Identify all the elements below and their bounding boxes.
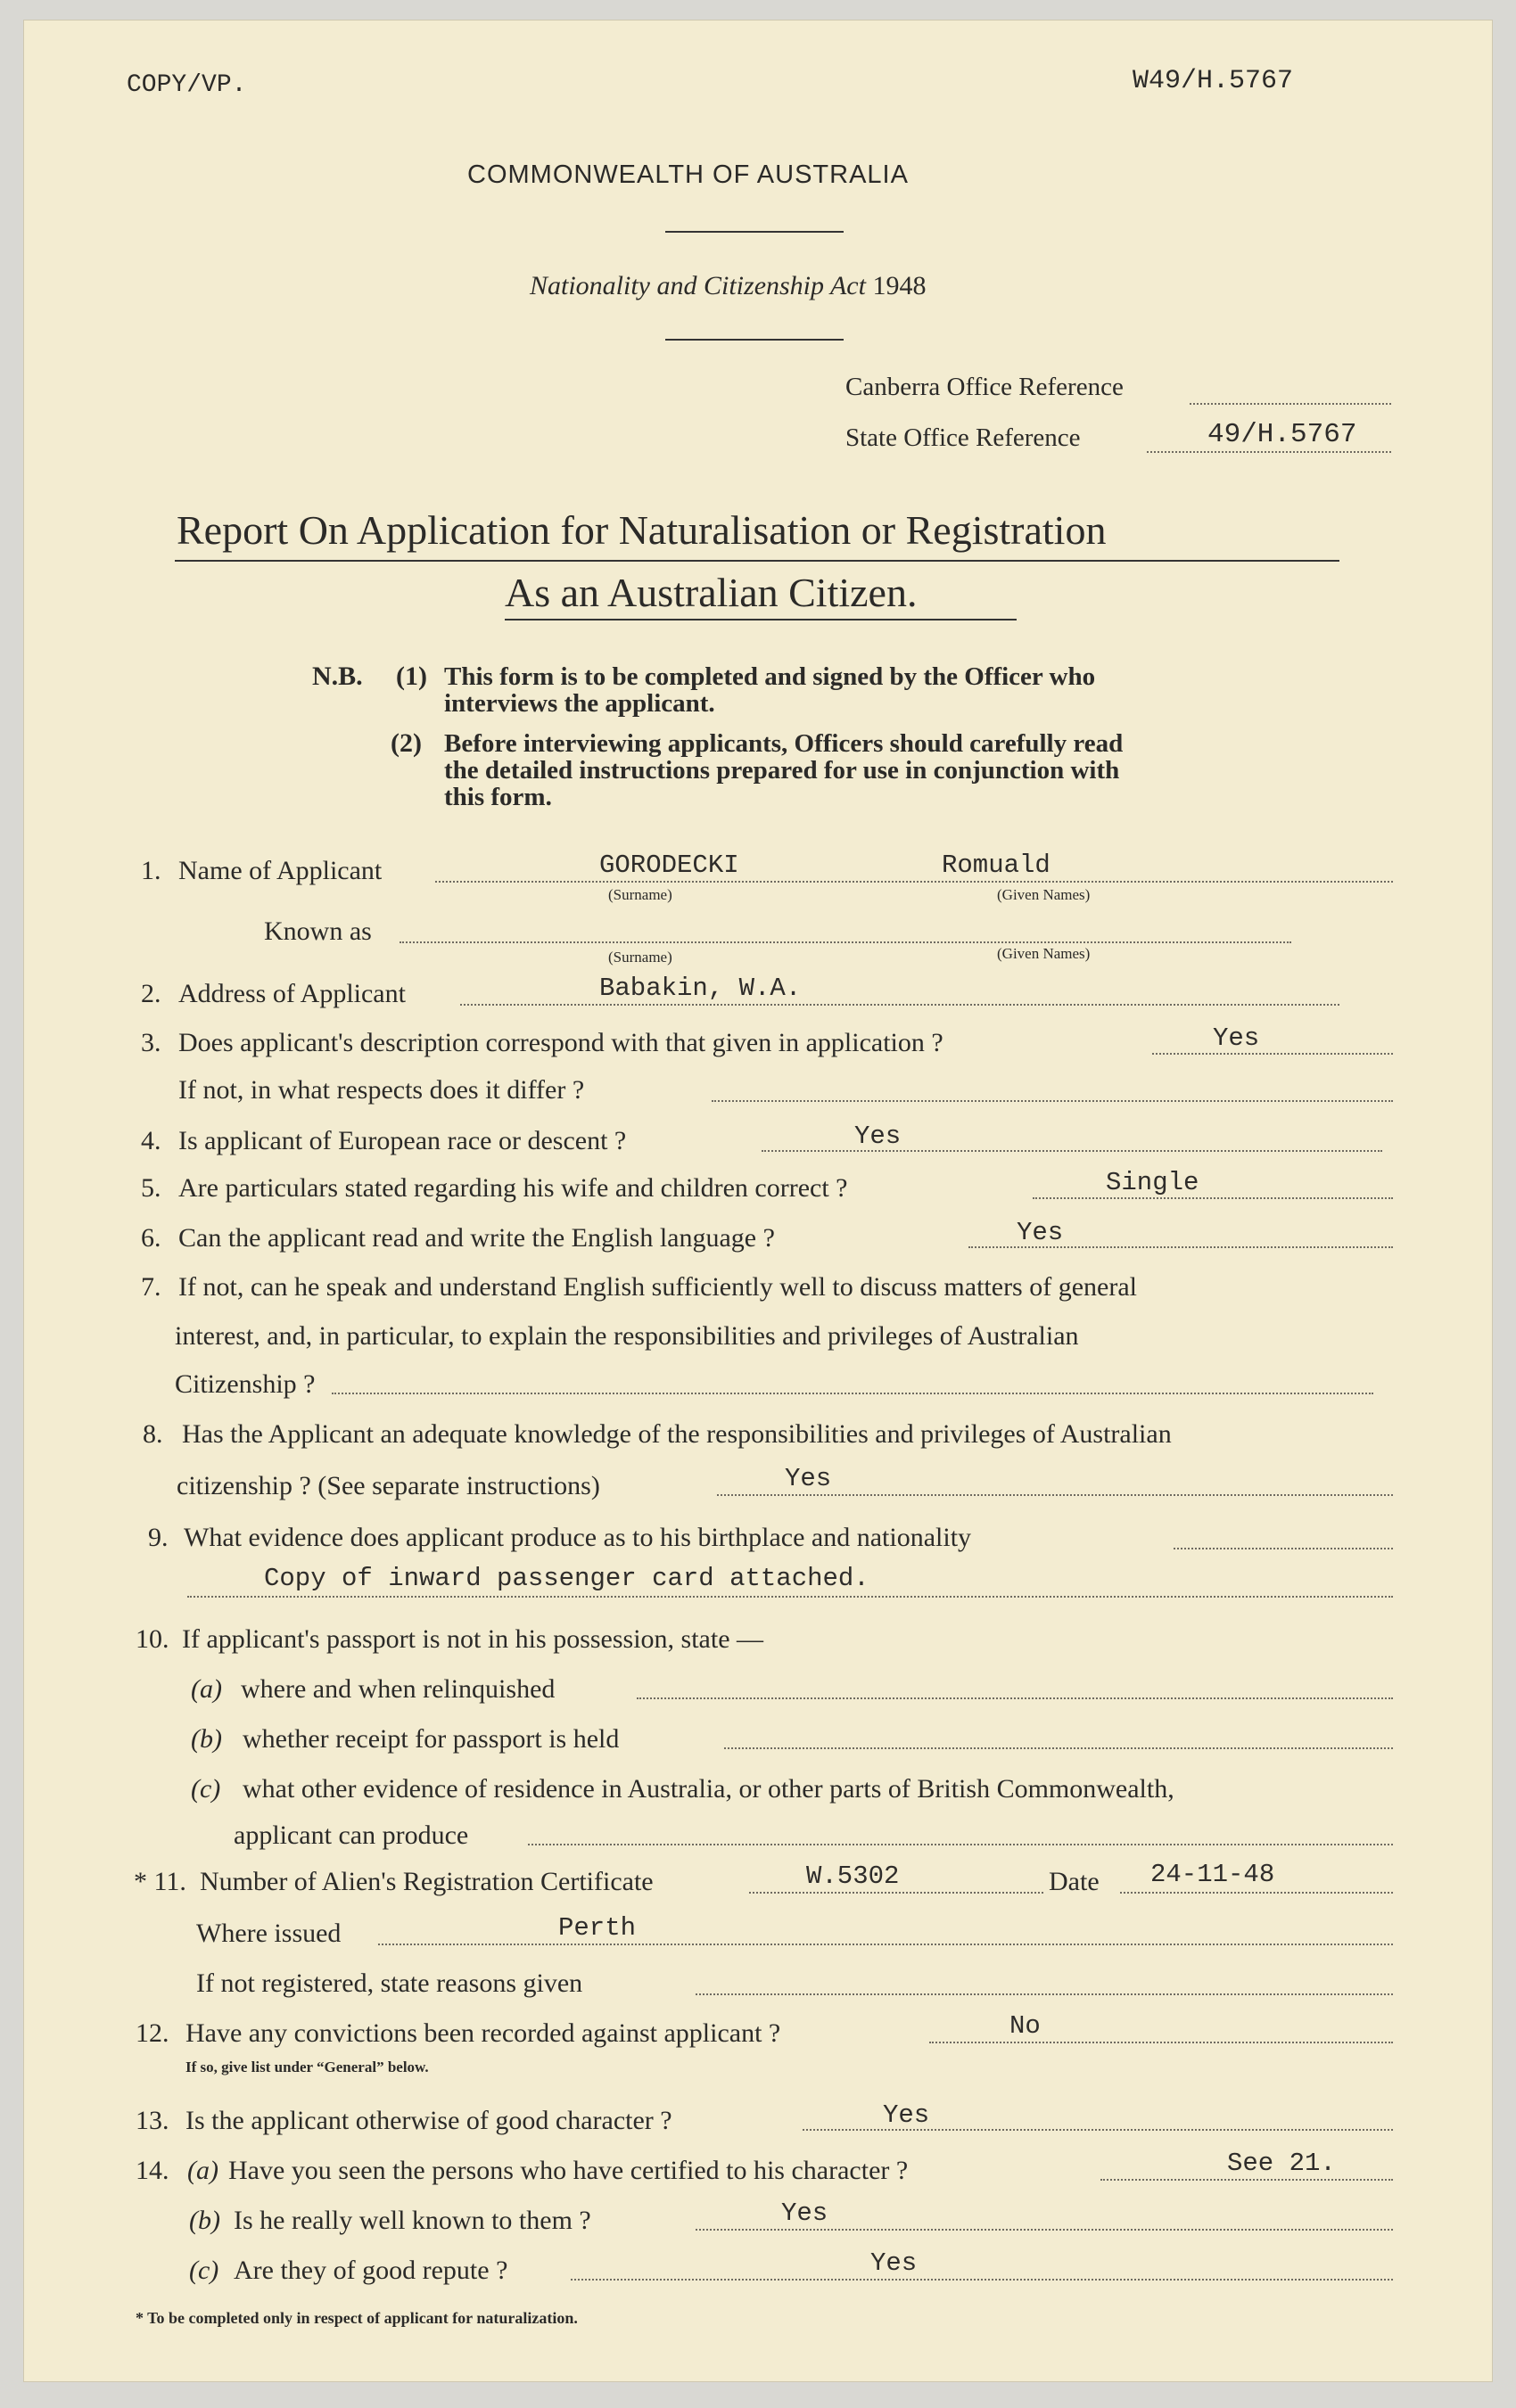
- q7-line[interactable]: [332, 1393, 1373, 1394]
- act-title: Nationality and Citizenship Act 1948: [530, 271, 927, 300]
- q6-number: 6.: [141, 1223, 161, 1253]
- copy-reference: COPY/VP.: [127, 71, 247, 99]
- commonwealth-heading: COMMONWEALTH OF AUSTRALIA: [467, 160, 909, 189]
- q9-answer: Copy of inward passenger card attached.: [264, 1564, 869, 1593]
- q11-date-value: 24-11-48: [1150, 1860, 1275, 1889]
- q7-number: 7.: [141, 1272, 161, 1302]
- q1-surname-caption: (Surname): [608, 886, 672, 903]
- report-title-underline-2: [505, 619, 1017, 620]
- q2-line[interactable]: [460, 1004, 1339, 1006]
- report-title-line2: As an Australian Citizen.: [505, 570, 918, 615]
- q1-known-surname-caption: (Surname): [608, 949, 672, 966]
- nb-item1-number: (1): [396, 662, 427, 691]
- q4-number: 4.: [141, 1126, 161, 1155]
- q2-label: Address of Applicant: [178, 979, 406, 1008]
- q11-label: Number of Alien's Registration Certificate: [200, 1867, 654, 1896]
- q1-known-as-label: Known as: [264, 916, 372, 946]
- q6-label: Can the applicant read and write the English language ?: [178, 1223, 775, 1253]
- q3-sub-label: If not, in what respects does it differ ?: [178, 1075, 585, 1105]
- q1-name-line[interactable]: [435, 881, 1393, 883]
- q9-line-2[interactable]: [187, 1596, 1393, 1598]
- q10-c-line2: applicant can produce: [234, 1820, 469, 1850]
- q1-number: 1.: [141, 856, 161, 885]
- q5-line[interactable]: [1033, 1197, 1393, 1199]
- q14-a-line[interactable]: [1100, 2179, 1393, 2181]
- q8-line1: Has the Applicant an adequate knowledge of the responsibilities and privileges of Australian: [182, 1419, 1172, 1449]
- q10-c-mark: (c): [191, 1774, 221, 1804]
- q1-surname-value: GORODECKI: [599, 851, 739, 880]
- q10-c-line[interactable]: [528, 1844, 1393, 1845]
- q11-number: * 11.: [134, 1867, 186, 1896]
- q5-number: 5.: [141, 1173, 161, 1203]
- q3-answer: Yes: [1213, 1023, 1260, 1053]
- q3-label: Does applicant's description correspond with that given in application ?: [178, 1028, 943, 1057]
- q8-line2: citizenship ? (See separate instructions): [177, 1471, 600, 1500]
- q10-a-line[interactable]: [637, 1697, 1393, 1699]
- q11-cert-line[interactable]: [749, 1892, 1043, 1894]
- q10-b-mark: (b): [191, 1724, 222, 1754]
- q13-number: 13.: [136, 2106, 169, 2135]
- q2-number: 2.: [141, 979, 161, 1008]
- q14-number: 14.: [136, 2156, 169, 2185]
- nb-item2-number: (2): [391, 728, 422, 758]
- q7-line2: interest, and, in particular, to explain the responsibilities and privileges of Australian: [175, 1321, 1079, 1351]
- q14-b-line[interactable]: [696, 2229, 1393, 2231]
- q10-a-label: where and when relinquished: [241, 1674, 556, 1704]
- q4-answer: Yes: [854, 1122, 902, 1151]
- q12-line[interactable]: [929, 2042, 1393, 2043]
- q11-issued-value: Perth: [558, 1913, 637, 1943]
- q10-b-label: whether receipt for passport is held: [243, 1724, 620, 1754]
- q3-number: 3.: [141, 1028, 161, 1057]
- q14-c-label: Are they of good repute ?: [234, 2256, 508, 2285]
- q10-c-line1: what other evidence of residence in Australia, or other parts of British Commonwealth,: [243, 1774, 1174, 1804]
- canberra-ref-label: Canberra Office Reference: [845, 373, 1124, 401]
- q6-answer: Yes: [1017, 1218, 1064, 1247]
- q1-given-caption: (Given Names): [997, 886, 1091, 903]
- q5-answer: Single: [1106, 1168, 1199, 1197]
- file-reference: W49/H.5767: [1133, 66, 1294, 96]
- report-title-line1: Report On Application for Naturalisation or Registration: [177, 507, 1107, 553]
- q9-line-1[interactable]: [1174, 1548, 1393, 1549]
- q7-line1: If not, can he speak and understand English sufficiently well to discuss matters of general: [178, 1272, 1137, 1302]
- q14-b-label: Is he really well known to them ?: [234, 2206, 591, 2235]
- q10-number: 10.: [136, 1624, 169, 1654]
- report-title-underline-1: [175, 560, 1339, 562]
- q12-number: 12.: [136, 2018, 169, 2048]
- q9-number: 9.: [148, 1523, 169, 1552]
- q14-b-answer: Yes: [781, 2198, 828, 2228]
- q1-known-given-caption: (Given Names): [997, 945, 1091, 962]
- q12-label: Have any convictions been recorded against applicant ?: [185, 2018, 781, 2048]
- nb-label: N.B.: [312, 662, 363, 691]
- footnote: * To be completed only in respect of applicant for naturalization.: [136, 2309, 578, 2327]
- q8-answer: Yes: [785, 1464, 832, 1493]
- q11-reasons-label: If not registered, state reasons given: [196, 1968, 583, 1998]
- q2-answer: Babakin, W.A.: [599, 974, 802, 1003]
- canberra-ref-line[interactable]: [1190, 403, 1391, 405]
- q13-label: Is the applicant otherwise of good character ?: [185, 2106, 672, 2135]
- q5-label: Are particulars stated regarding his wife and children correct ?: [178, 1173, 848, 1203]
- q10-a-mark: (a): [191, 1674, 222, 1704]
- q14-a-label: Have you seen the persons who have certified to his character ?: [228, 2156, 909, 2185]
- q14-a-mark: (a): [187, 2156, 218, 2185]
- q10-label: If applicant's passport is not in his possession, state —: [182, 1624, 764, 1654]
- q8-number: 8.: [143, 1419, 163, 1449]
- state-ref-label: State Office Reference: [845, 423, 1081, 452]
- q14-c-mark: (c): [189, 2256, 219, 2285]
- q3-line[interactable]: [1152, 1053, 1393, 1055]
- q14-a-answer: See 21.: [1227, 2149, 1336, 2178]
- q14-b-mark: (b): [189, 2206, 220, 2235]
- q13-answer: Yes: [883, 2100, 930, 2130]
- q3-sub-line[interactable]: [712, 1100, 1393, 1102]
- q11-cert-value: W.5302: [806, 1861, 900, 1891]
- q7-line3: Citizenship ?: [175, 1369, 316, 1399]
- nb-item1-text: This form is to be completed and signed by the Officer who interviews the applicant.: [444, 662, 1096, 718]
- nb-item2-text: Before interviewing applicants, Officers should carefully read the detailed instructions prepared for use in conjunction with this form.: [444, 729, 1124, 811]
- q4-label: Is applicant of European race or descent ?: [178, 1126, 627, 1155]
- q11-date-label: Date: [1049, 1867, 1100, 1896]
- q12-note: If so, give list under “General” below.: [185, 2059, 429, 2075]
- q1-given-value: Romuald: [942, 851, 1050, 880]
- q14-c-answer: Yes: [870, 2248, 918, 2278]
- header-rule-1: [665, 231, 844, 233]
- q11-issued-label: Where issued: [196, 1919, 342, 1948]
- state-ref-line[interactable]: [1147, 451, 1391, 453]
- q11-date-line[interactable]: [1120, 1892, 1393, 1894]
- q11-reasons-line[interactable]: [696, 1993, 1393, 1995]
- header-rule-2: [665, 339, 844, 341]
- q10-b-line[interactable]: [724, 1747, 1393, 1749]
- q14-c-line[interactable]: [571, 2279, 1393, 2281]
- q12-answer: No: [1009, 2011, 1041, 2041]
- q11-issued-line[interactable]: [378, 1944, 1393, 1945]
- q8-line[interactable]: [717, 1494, 1393, 1496]
- q1-label: Name of Applicant: [178, 856, 383, 885]
- q1-known-as-line[interactable]: [400, 941, 1291, 943]
- q9-label: What evidence does applicant produce as to his birthplace and nationality: [184, 1523, 972, 1552]
- state-ref-value: 49/H.5767: [1207, 419, 1357, 450]
